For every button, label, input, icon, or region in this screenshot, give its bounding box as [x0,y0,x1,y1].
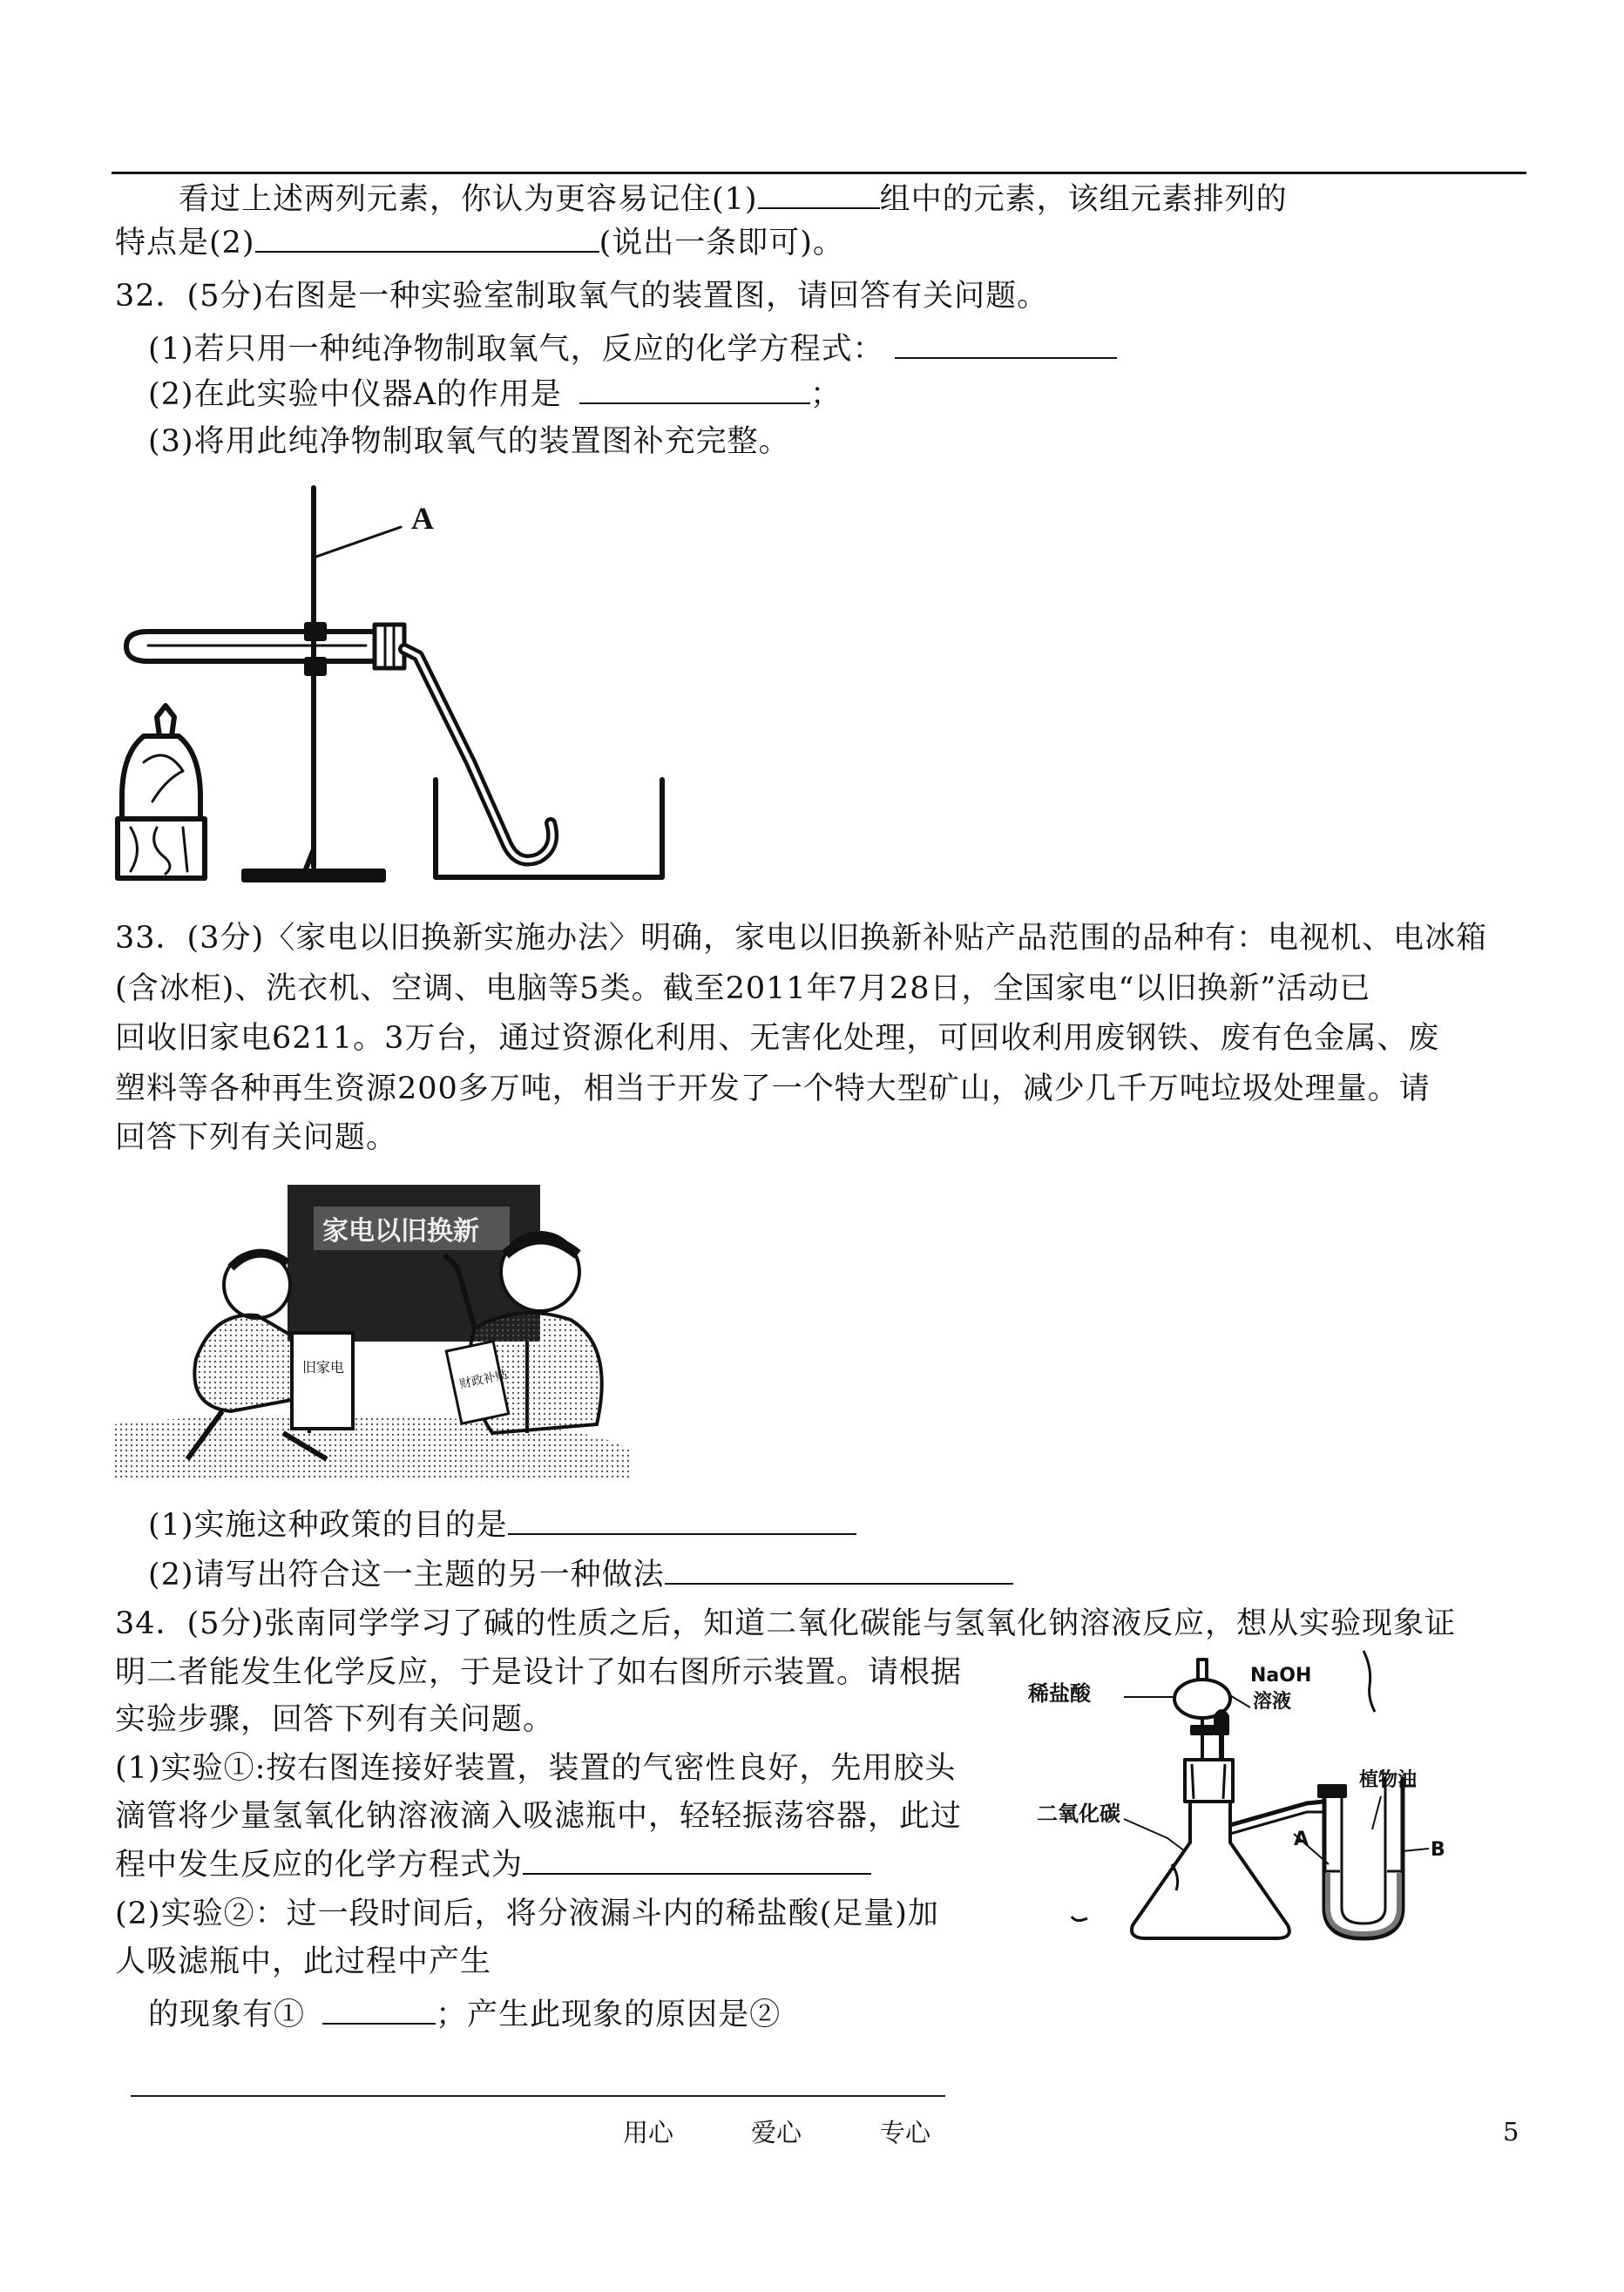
q32-part1 [148,329,1117,368]
text: (2)在此实验中仪器A的作用是 [148,377,572,412]
q32-part3: (3)将用此纯净物制取氧气的装置图补充完整。 [148,424,790,459]
text: (2)请写出符合这一主题的另一种做法 [148,1558,665,1592]
label-co2: 二氧化碳 [1037,1802,1120,1826]
footer-item-2: 爱心 [751,2118,802,2147]
header-rule [112,172,1526,174]
u-tube [1324,1777,1403,1938]
answer-blank[interactable] [895,329,1117,359]
label-solution: 溶液 [1253,1691,1292,1713]
text: (说出一条即可)。 [599,226,844,260]
q33-line-5: 回答下列有关问题。 [115,1120,398,1155]
stand-base [244,871,383,880]
trade-in-cartoon [109,1172,640,1485]
text: ；产生此现象的原因是② [436,1998,782,2032]
q32-part2 [148,375,842,414]
page-number: 5 [1503,2117,1519,2147]
q34-line-6 [115,1845,871,1884]
q33-line-2: (含冰柜)、洗衣机、空调、电脑等5类。截至2011年7月28日，全国家电“以旧换新”活动已 [115,971,1371,1006]
answer-blank[interactable] [758,179,880,209]
carry-line-2 [115,223,844,262]
q34-line-5: 滴管将少量氢氧化钠溶液滴入吸滤瓶中，轻轻振荡容器，此过 [115,1799,963,1834]
label-a: A [411,501,434,536]
text: 程中发生反应的化学方程式为 [115,1848,524,1883]
text: 特点是(2) [115,226,255,260]
q33-part2 [148,1555,1013,1594]
q34-line-8: 人吸滤瓶中，此过程中产生 [115,1944,492,1979]
oxygen-apparatus-figure [105,475,680,893]
label-naoh: NaOH [1250,1665,1312,1687]
lamp-wick [157,706,174,736]
label-pointer-a [314,527,401,558]
answer-blank[interactable] [508,1505,856,1535]
label-vegetable-oil: 植物油 [1359,1769,1418,1791]
text: ； [809,377,842,412]
carry-line-1 [179,179,1288,219]
q33-line-4: 塑料等各种再生资源200多万吨，相当于开发了一个特大型矿山，减少几千万吨垃圾处理量。请 [115,1072,1431,1106]
text: 看过上述两列元素，你认为更容易记住(1) [179,182,758,217]
footer-item-3: 专心 [880,2118,931,2147]
q34-line-4: (1)实验①:按右图连接好装置，装置的气密性良好，先用胶头 [115,1751,957,1786]
label-b: B [1431,1839,1445,1861]
label-a: A [1294,1829,1309,1850]
old-appliance-box [292,1333,353,1429]
text: 的现象有① [148,1998,316,2032]
footer-item-1: 用心 [623,2118,674,2147]
q33-part1 [148,1505,856,1545]
text: 组中的元素，该组元素排列的 [879,182,1288,217]
q34-line-3: 实验步骤，回答下列有关问题。 [115,1702,555,1737]
text: (1)若只用一种纯净物制取氧气，反应的化学方程式： [148,332,884,367]
q33-line-3: 回收旧家电6211。3万台，通过资源化利用、无害化处理，可回收利用废钢铁、废有色金属、废 [115,1021,1440,1056]
banner-text: 家电以旧换新 [322,1216,479,1247]
q34-line-7: (2)实验②：过一段时间后，将分液漏斗内的稀盐酸(足量)加 [115,1896,939,1931]
filter-flask [1132,1802,1289,1938]
footer-rule [131,2095,945,2097]
q34-line-9 [148,1995,781,2034]
answer-blank[interactable] [523,1845,871,1875]
answer-blank[interactable] [665,1555,1013,1585]
paper-label: 财政补贴 [457,1368,510,1392]
box-label: 旧家电 [302,1359,345,1376]
label-dilute-hcl: 稀盐酸 [1028,1681,1091,1706]
co2-naoh-apparatus-figure [1028,1646,1516,1947]
answer-blank[interactable] [579,375,810,404]
answer-blank[interactable] [255,223,599,253]
q33-line-1: 33．(3分)〈家电以旧换新实施办法〉明确，家电以旧换新补贴产品范围的品种有：电视机、电冰箱 [115,921,1488,956]
text: (1)实施这种政策的目的是 [148,1508,508,1543]
answer-blank[interactable] [322,1995,436,2025]
q34-line-1: 34．(5分)张南同学学习了碱的性质之后，知道二氧化碳能与氢氧化钠溶液反应，想从实验现象证 [115,1606,1457,1641]
alcohol-lamp-body [122,736,200,819]
delivery-tube [404,649,552,861]
q34-line-2: 明二者能发生化学反应，于是设计了如右图所示装置。请根据 [115,1655,963,1690]
q32-stem: 32．(5分)右图是一种实验室制取氧气的装置图，请回答有关问题。 [115,279,1049,314]
